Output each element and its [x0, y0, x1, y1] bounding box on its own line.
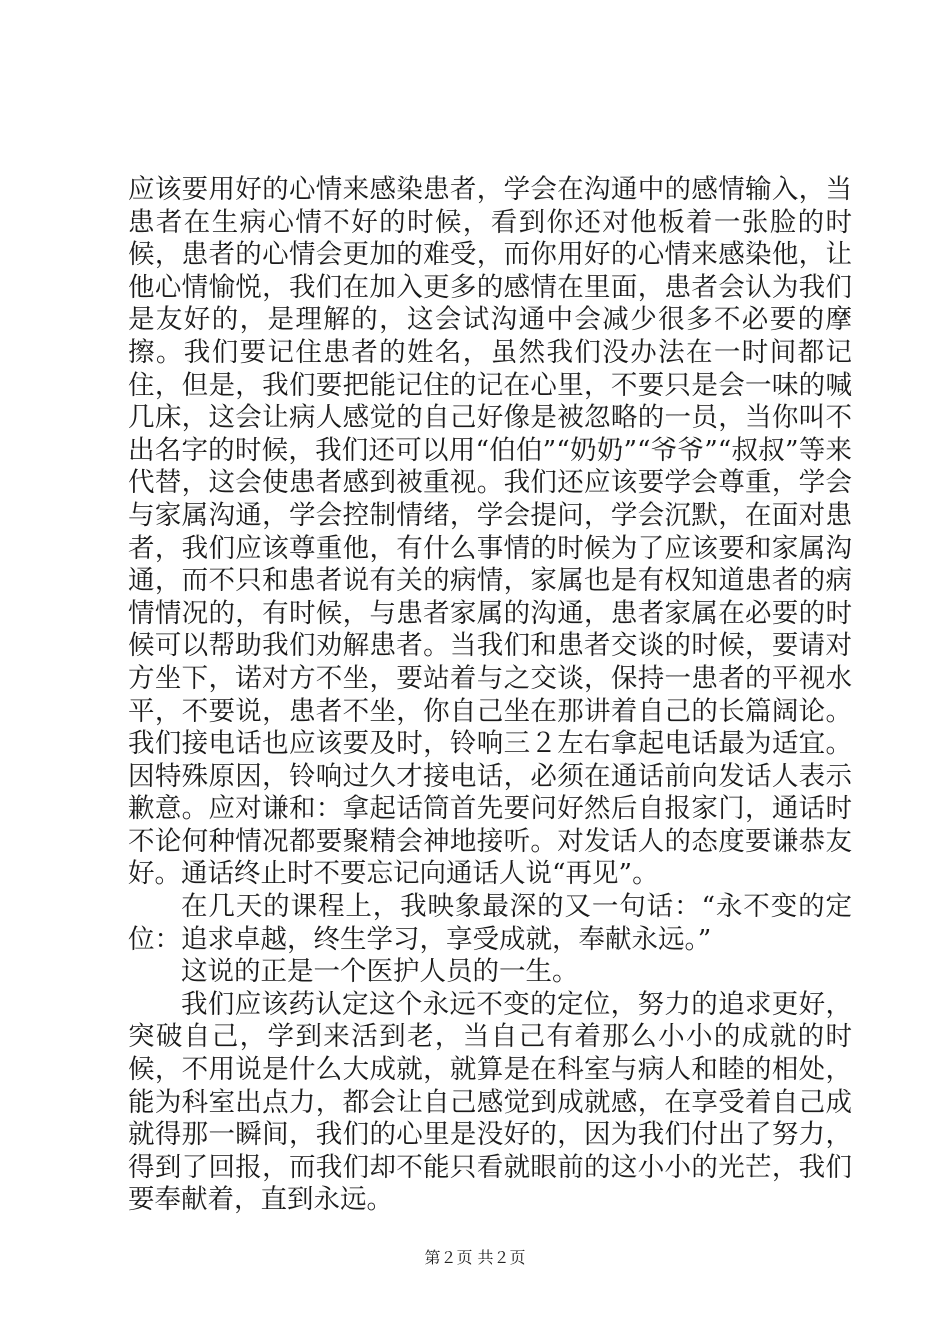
page-footer: 第２页 共２页 [424, 1248, 526, 1267]
paragraph-3: 这说的正是一个医护人员的一生。 [181, 956, 579, 988]
document-body [128, 174, 852, 1217]
paragraph-2: 在几天的课程上，我映象最深的又一句话：“永不变的定位：追求卓越，终生学习，享受成就，奉献永远。” [128, 891, 852, 955]
paragraph-1: 应该要用好的心情来感染患者，学会在沟通中的感情输入，当患者在生病心情不好的时候，看到你还对他板着一张脸的时候，患者的心情会更加的难受，而你用好的心情来感染他，让他心情愉悦，我们在加入更多的感情在里面，患者会认为我们是友好的，是理解的，这会试沟通中会减少很多不必要的摩擦。我们要记住患者的姓名，虽然我们没办法在一时间都记住，但是，我们要把能记住的记在心里，不要只是会一味的喊几床，这会让病人感觉的自己好像是被忽略的一员，当你叫不出名字的时候，我们还可以用“伯伯”“奶奶”“爷爷”“叔叔”等来代替，这会使患者感到被重视。我们还应该要学会尊重，学会与家属沟通，学会控制情绪，学会提问，学会沉默，在面对患者，我们应该尊重他，有什么事情的时候为了应该要和家属沟通，而不只和患者说有关的病情，家属也是有权知道患者的病情情况的，有时候，与患者家属的沟通，患者家属在必要的时候可以帮助我们劝解患者。当我们和患者交谈的时候，要请对方坐下，诺对方不坐，要站着与之交谈，保持一患者的平视水平，不要说，患者不坐，你自己坐在那讲着自己的长篇阔论。我们接电话也应该要及时，铃响三２左右拿起电话最为适宜。因特殊原因，铃响过久才接电话，必须在通话前向发话人表示歉意。应对谦和：拿起话筒首先要问好然后自报家门，通话时不论何种情况都要聚精会神地接听。对发话人的态度要谦恭友好。通话终止时不要忘记向通话人说“再见”。 [128, 174, 852, 890]
paragraph-4: 我们应该药认定这个永远不变的定位，努力的追求更好，突破自己，学到来活到老，当自己有着那么小小的成就的时候，不用说是什么大成就，就算是在科室与病人和睦的相处，能为科室出点力，都会让自己感觉到成就感，在享受着自己成就得那一瞬间，我们的心里是没好的，因为我们付出了努力，得到了回报，而我们却不能只看就眼前的这小小的光芒，我们要奉献着，直到永远。 [128, 988, 852, 1216]
